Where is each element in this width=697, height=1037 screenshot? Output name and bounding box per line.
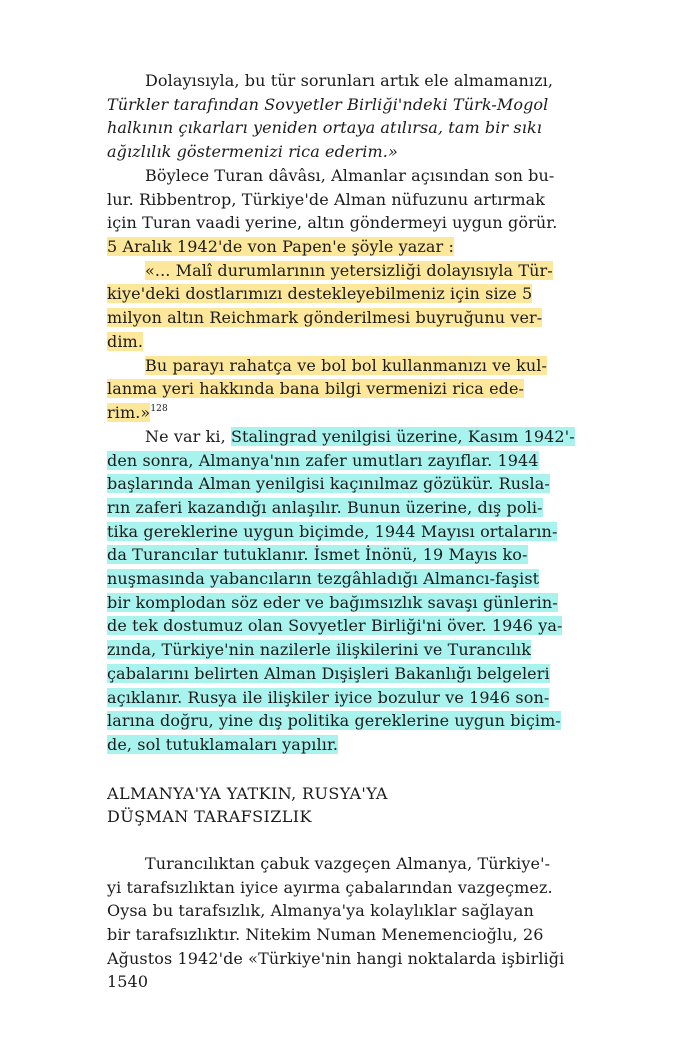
text-line <box>107 568 539 590</box>
text-line: Böylece Turan dâvâsı, Almanlar açısından son bu- <box>145 166 555 185</box>
highlight: larına doğru, yine dış politika gereklerine uygun biçim- <box>107 711 561 730</box>
text-line: Oysa bu tarafsızlık, Almanya'ya kolaylıklar sağlayan <box>107 901 534 920</box>
section-heading: DÜŞMAN TARAFSIZLIK <box>107 807 312 826</box>
highlight: rın zaferi kazandığı anlaşılır. Bunun üzerine, dış poli- <box>107 498 543 517</box>
text-line <box>107 687 549 709</box>
text-line: ağızlılık göstermenizi rica ederim.» <box>107 142 398 161</box>
highlight: dim. <box>107 332 144 351</box>
text-line <box>107 450 539 472</box>
text-line: bir tarafsızlıktır. Nitekim Numan Menemencioğlu, 26 <box>107 925 544 944</box>
text-line: için Turan vaadi yerine, altın göndermeyi uygun görür. <box>107 213 558 232</box>
highlight: da Turancılar tutuklanır. İsmet İnönü, 19 Mayıs ko- <box>107 545 528 564</box>
highlight: 5 Aralık 1942'de von Papen'e şöyle yazar : <box>107 237 454 256</box>
section-heading: ALMANYA'YA YATKIN, RUSYA'YA <box>107 784 388 803</box>
footnote-marker: 128 <box>150 404 168 414</box>
text-line: Ağustos 1942'de «Türkiye'nin hangi noktalarda işbirliği <box>107 949 565 968</box>
text-line <box>107 236 454 258</box>
highlight: çabalarını belirten Alman Dışişleri Bakanlığı belgeleri <box>107 664 550 683</box>
text-line <box>107 734 338 756</box>
text-line <box>107 615 562 637</box>
text-line <box>145 260 553 282</box>
text-line <box>107 307 542 329</box>
highlight: de, sol tutuklamaları yapılır. <box>107 735 339 754</box>
text-line <box>107 378 524 400</box>
highlight: bir komplodan söz eder ve bağımsızlık savaşı günlerin- <box>107 593 558 612</box>
highlight: «... Malî durumlarının yetersizliği dolayısıyla Tür- <box>145 261 553 280</box>
highlight: açıklanır. Rusya ile ilişkiler iyice bozulur ve 1946 son- <box>107 688 550 707</box>
text-line <box>107 592 558 614</box>
highlight: den sonra, Almanya'nın zafer umutları zayıflar. 1944 <box>107 451 539 470</box>
text-line <box>107 521 557 543</box>
text-line: Türkler tarafından Sovyetler Birliği'ndeki Türk-Mogol <box>107 95 549 114</box>
text-line <box>107 473 550 495</box>
highlight: rim.» <box>107 403 151 422</box>
text-line <box>145 355 547 377</box>
text-line: Ne var ki, Stalingrad yenilgisi üzerine, Kasım 1942'- <box>145 427 575 446</box>
text-line: halkının çıkarları yeniden ortaya atılırsa, tam bir sıkı <box>107 118 542 137</box>
text-line <box>107 639 531 661</box>
text-line <box>107 663 550 685</box>
text-line <box>107 710 561 732</box>
highlight: nuşmasında yabancıların tezgâhladığı Almancı-faşist <box>107 569 540 588</box>
text-line <box>107 402 168 424</box>
text-line: lur. Ribbentrop, Türkiye'de Alman nüfuzunu artırmak <box>107 190 546 209</box>
highlight: milyon altın Reichmark gönderilmesi buyruğunu ver- <box>107 308 543 327</box>
highlight: zında, Türkiye'nin nazilerle ilişkilerini ve Turancılık <box>107 640 532 659</box>
text-line <box>107 331 143 353</box>
page-number: 1540 <box>107 972 149 991</box>
text-line: yi tarafsızlıktan iyice ayırma çabalarından vazgeçmez. <box>107 878 553 897</box>
highlight: de tek dostumuz olan Sovyetler Birliği'ni över. 1946 ya- <box>107 616 563 635</box>
text-line: Dolayısıyla, bu tür sorunları artık ele almamanızı, <box>145 71 554 90</box>
text-line <box>107 544 528 566</box>
highlight: Stalingrad yenilgisi üzerine, Kasım 1942'- <box>230 427 575 446</box>
highlight: tika gereklerine uygun biçimde, 1944 Mayısı ortaların- <box>107 522 558 541</box>
text-line <box>107 497 543 519</box>
highlight: Bu parayı rahatça ve bol bol kullanmanızı ve kul- <box>145 356 548 375</box>
text-line: Turancılıktan çabuk vazgeçen Almanya, Türkiye'- <box>145 854 551 873</box>
highlight: başlarında Alman yenilgisi kaçınılmaz gözükür. Rusla- <box>107 474 550 493</box>
highlight: kiye'deki dostlarımızı destekleyebilmeniz için size 5 <box>107 284 533 303</box>
text-line <box>107 283 532 305</box>
highlight: lanma yeri hakkında bana bilgi vermenizi rica ede- <box>107 379 525 398</box>
